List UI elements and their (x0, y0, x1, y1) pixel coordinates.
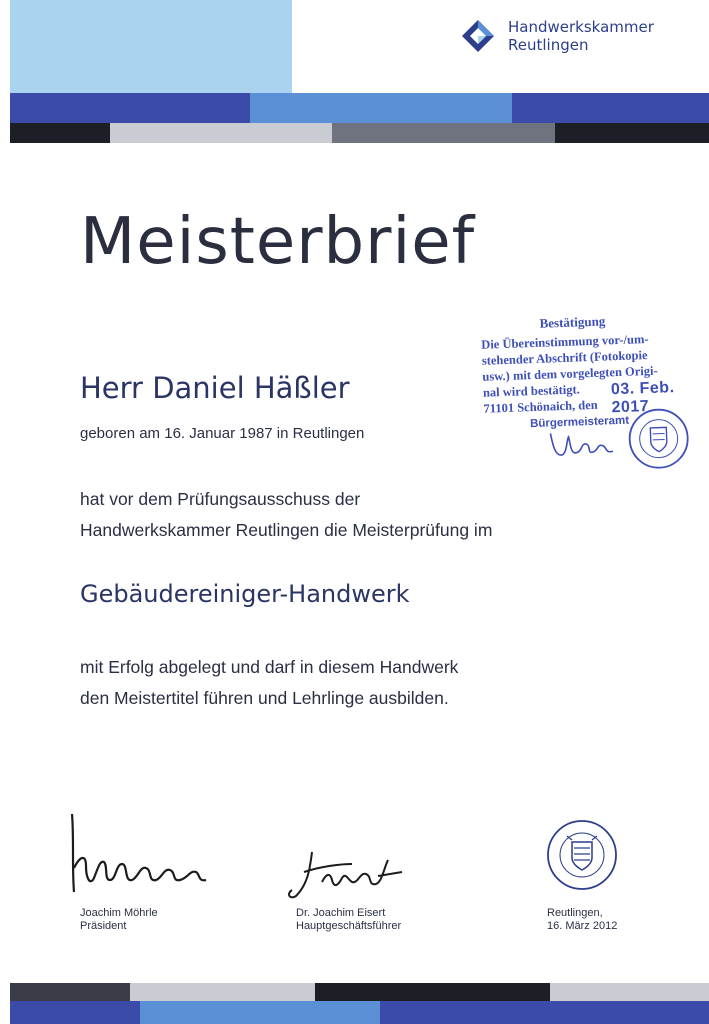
signatory-2 (296, 907, 401, 933)
signatory-2-name: Dr. Joachim Eisert (296, 907, 386, 919)
signatory-1-name: Joachim Möhrle (80, 907, 158, 919)
certification-stamp (472, 308, 709, 476)
footer-color-band (10, 1001, 709, 1024)
footer-gray-strip (10, 983, 709, 1001)
rights-statement-line-2: den Meistertitel führen und Lehrlinge ausbilden. (80, 688, 449, 708)
municipal-seal-icon (626, 407, 692, 471)
logo-line-2: Reutlingen (508, 36, 589, 54)
rights-statement (80, 652, 458, 714)
stamp-office: Bürgermeisteramt (529, 414, 630, 431)
recipient-name: Herr Daniel Häßler (80, 371, 350, 405)
chamber-logo (460, 18, 654, 54)
stamp-signature-icon (546, 423, 617, 465)
stamp-line-1: Die Übereinstimmung vor-/um- (481, 331, 649, 352)
trade-name: Gebäudereiniger-Handwerk (80, 580, 410, 608)
rights-statement-line-1: mit Erfolg abgelegt und darf in diesem Handwerk (80, 657, 459, 677)
exam-statement-line-1: hat vor dem Prüfungsausschuss der (80, 489, 361, 509)
document-title: Meisterbrief (80, 205, 476, 279)
stamp-line-5: 71101 Schönaich, den (483, 397, 598, 416)
header-color-band (10, 93, 709, 123)
exam-statement (80, 484, 492, 546)
stamp-date: 03. Feb. 2017 (610, 379, 675, 417)
stamp-line-3: usw.) mit dem vorgelegten Origi- (482, 363, 658, 384)
stamp-line-4: nal wird bestätigt. (482, 382, 581, 400)
logo-line-1: Handwerkskammer (508, 18, 654, 36)
header-light-block (10, 0, 292, 93)
chamber-seal-icon (545, 818, 619, 892)
birth-info: geboren am 16. Januar 1987 in Reutlingen (80, 425, 365, 442)
president-signature-icon (60, 808, 220, 898)
place-date (547, 907, 617, 933)
exam-statement-line-2: Handwerkskammer Reutlingen die Meisterprüfung im (80, 520, 493, 540)
header-gray-strip (10, 123, 709, 143)
chamber-logo-text (508, 18, 654, 54)
stamp-line-2: stehender Abschrift (Fotokopie (481, 348, 648, 368)
director-signature-icon (282, 846, 412, 902)
place: Reutlingen, (547, 907, 603, 919)
signatory-2-role: Hauptgeschäftsführer (296, 920, 402, 932)
signatory-1 (80, 907, 158, 933)
stamp-heading: Bestätigung (539, 313, 606, 331)
signatory-1-role: Präsident (80, 920, 127, 932)
chamber-logo-icon (460, 18, 496, 54)
issue-date: 16. März 2012 (547, 920, 618, 932)
